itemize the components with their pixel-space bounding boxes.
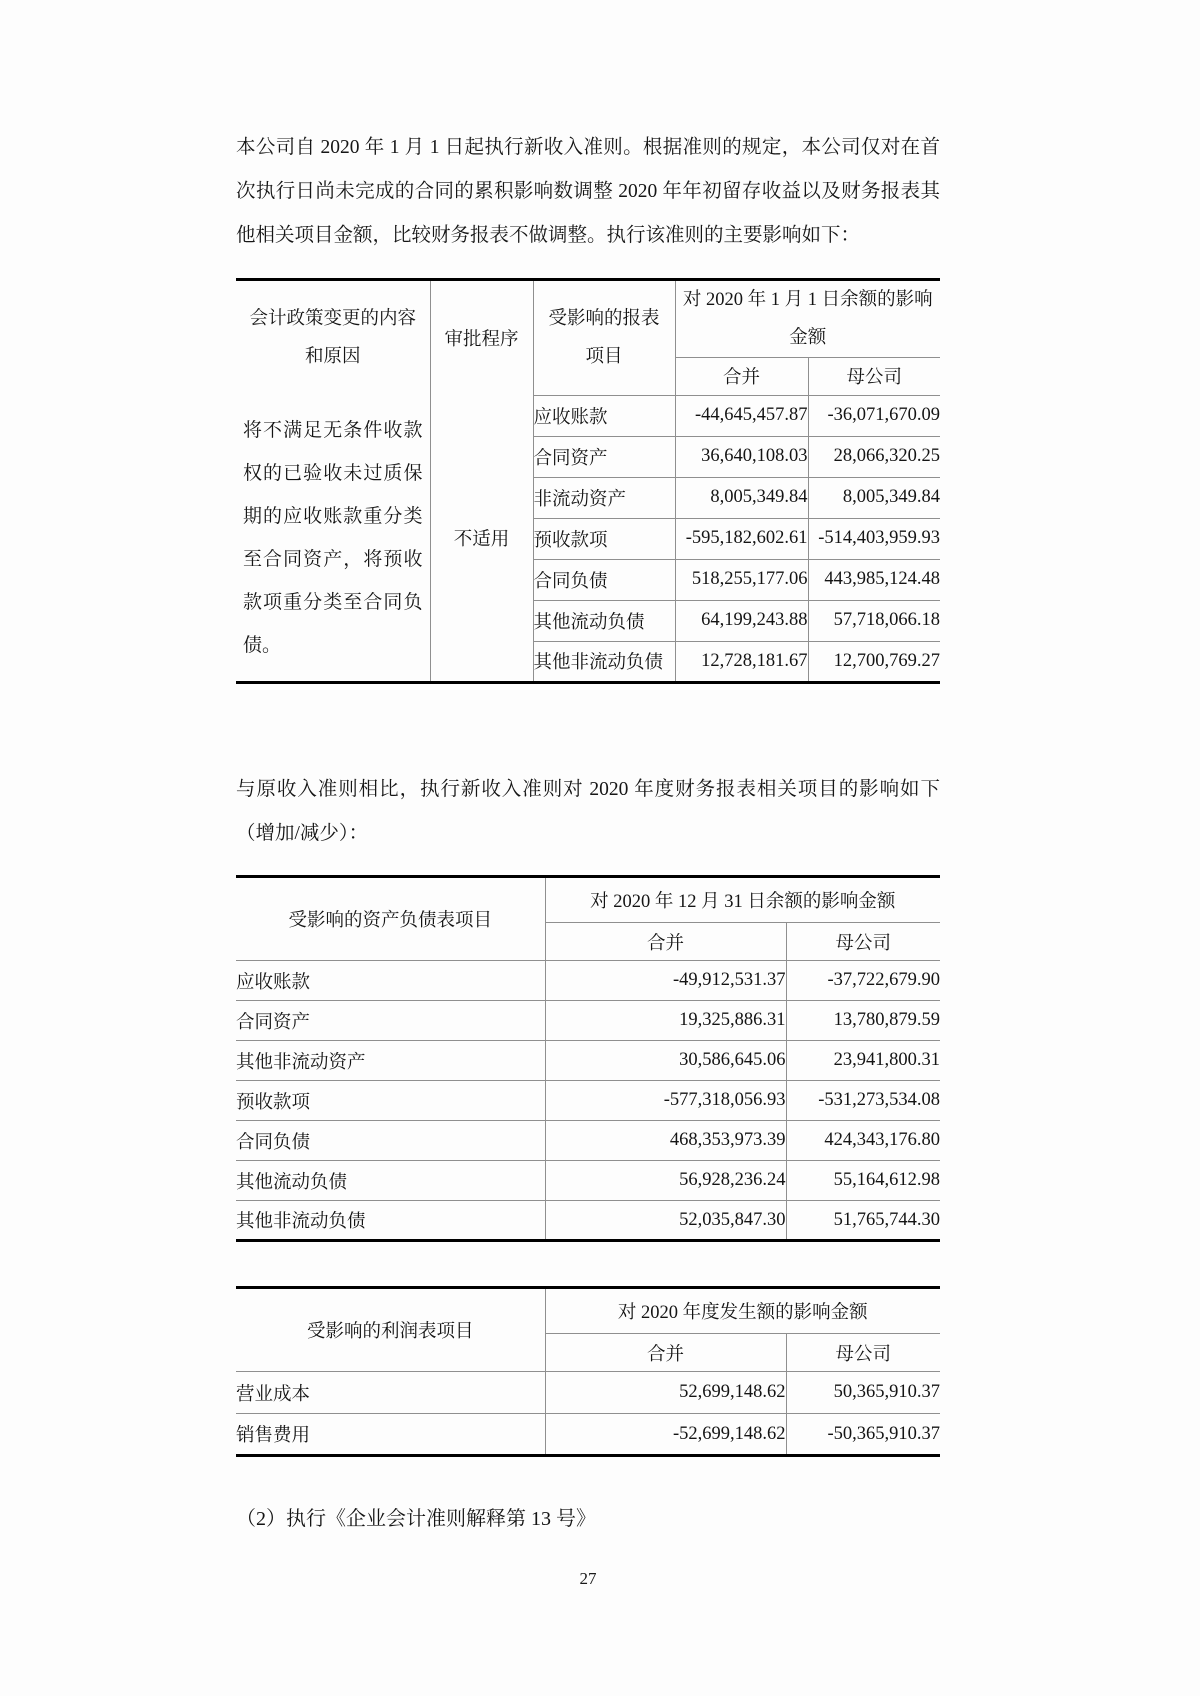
header-parent-company: 母公司 <box>786 923 940 961</box>
table-row <box>236 961 940 1001</box>
item-cell: 销售费用 <box>236 1414 545 1456</box>
consolidated-value-cell: 19,325,886.31 <box>545 1001 786 1041</box>
item-cell: 预收款项 <box>236 1081 545 1121</box>
parent-value-cell: 23,941,800.31 <box>786 1041 940 1081</box>
consolidated-value-cell: 36,640,108.03 <box>675 436 808 477</box>
change-description-cell: 将不满足无条件收款权的已验收未过质保期的应收账款重分类至合同资产，将预收款项重分类至合同负债。 <box>236 395 430 682</box>
item-cell: 非流动资产 <box>533 477 675 518</box>
header-affected-items: 受影响的资产负债表项目 <box>236 877 545 961</box>
intro-paragraph: 本公司自 2020 年 1 月 1 日起执行新收入准则。根据准则的规定，本公司仅对在首次执行日尚未完成的合同的累积影响数调整 2020 年年初留存收益以及财务报表其他相关项目金额，比较财务报表不做调整。执行该准则的主要影响如下： <box>236 137 940 246</box>
consolidated-value-cell: 56,928,236.24 <box>545 1161 786 1201</box>
header-impact-amount: 对 2020 年 1 月 1 日余额的影响金额 <box>675 279 940 357</box>
item-cell: 其他流动负债 <box>533 600 675 641</box>
table-row <box>236 1161 940 1201</box>
table-row <box>236 1041 940 1081</box>
header-consolidated: 合并 <box>545 923 786 961</box>
parent-value-cell: 12,700,769.27 <box>808 641 940 682</box>
consolidated-value-cell: 8,005,349.84 <box>675 477 808 518</box>
item-cell: 营业成本 <box>236 1372 545 1414</box>
table-row <box>236 395 940 436</box>
table-row <box>236 1081 940 1121</box>
consolidated-value-cell: -577,318,056.93 <box>545 1081 786 1121</box>
consolidated-value-cell: -44,645,457.87 <box>675 395 808 436</box>
header-affected-items: 受影响的利润表项目 <box>236 1288 545 1372</box>
item-cell: 其他流动负债 <box>236 1161 545 1201</box>
consolidated-value-cell: -52,699,148.62 <box>545 1414 786 1456</box>
income-statement-impact-table <box>236 1286 940 1457</box>
item-cell: 合同资产 <box>236 1001 545 1041</box>
item-cell: 应收账款 <box>533 395 675 436</box>
next-section-heading: （2）执行《企业会计准则解释第 13 号》 <box>236 1508 596 1530</box>
consolidated-value-cell: 518,255,177.06 <box>675 559 808 600</box>
table-row <box>236 1001 940 1041</box>
parent-value-cell: 443,985,124.48 <box>808 559 940 600</box>
parent-value-cell: 51,765,744.30 <box>786 1201 940 1241</box>
table-row <box>236 1414 940 1456</box>
item-cell: 其他非流动负债 <box>236 1201 545 1241</box>
consolidated-value-cell: 12,728,181.67 <box>675 641 808 682</box>
header-impact-amount: 对 2020 年 12 月 31 日余额的影响金额 <box>545 877 940 923</box>
parent-value-cell: 55,164,612.98 <box>786 1161 940 1201</box>
parent-value-cell: -514,403,959.93 <box>808 518 940 559</box>
header-parent-company: 母公司 <box>808 357 940 395</box>
consolidated-value-cell: 52,699,148.62 <box>545 1372 786 1414</box>
header-change-content: 会计政策变更的内容和原因 <box>236 279 430 395</box>
item-cell: 合同资产 <box>533 436 675 477</box>
parent-value-cell: 57,718,066.18 <box>808 600 940 641</box>
parent-value-cell: 13,780,879.59 <box>786 1001 940 1041</box>
header-parent-company: 母公司 <box>786 1334 940 1372</box>
consolidated-value-cell: 52,035,847.30 <box>545 1201 786 1241</box>
parent-value-cell: -50,365,910.37 <box>786 1414 940 1456</box>
header-consolidated: 合并 <box>545 1334 786 1372</box>
header-impact-amount: 对 2020 年度发生额的影响金额 <box>545 1288 940 1334</box>
header-approval: 审批程序 <box>430 279 533 395</box>
consolidated-value-cell: 30,586,645.06 <box>545 1041 786 1081</box>
parent-value-cell: 50,365,910.37 <box>786 1372 940 1414</box>
comparison-paragraph: 与原收入准则相比，执行新收入准则对 2020 年度财务报表相关项目的影响如下（增加/减少）： <box>236 778 940 844</box>
header-affected-items: 受影响的报表项目 <box>533 279 675 395</box>
consolidated-value-cell: -49,912,531.37 <box>545 961 786 1001</box>
parent-value-cell: 424,343,176.80 <box>786 1121 940 1161</box>
policy-change-table <box>236 278 940 684</box>
parent-value-cell: -36,071,670.09 <box>808 395 940 436</box>
item-cell: 预收款项 <box>533 518 675 559</box>
parent-value-cell: 28,066,320.25 <box>808 436 940 477</box>
page-number: 27 <box>579 1569 597 1588</box>
document-page <box>236 0 940 1589</box>
parent-value-cell: -531,273,534.08 <box>786 1081 940 1121</box>
table-row <box>236 1372 940 1414</box>
parent-value-cell: -37,722,679.90 <box>786 961 940 1001</box>
table-row <box>236 1201 940 1241</box>
parent-value-cell: 8,005,349.84 <box>808 477 940 518</box>
item-cell: 其他非流动资产 <box>236 1041 545 1081</box>
item-cell: 其他非流动负债 <box>533 641 675 682</box>
consolidated-value-cell: 64,199,243.88 <box>675 600 808 641</box>
table-row <box>236 1121 940 1161</box>
header-consolidated: 合并 <box>675 357 808 395</box>
item-cell: 应收账款 <box>236 961 545 1001</box>
consolidated-value-cell: 468,353,973.39 <box>545 1121 786 1161</box>
item-cell: 合同负债 <box>533 559 675 600</box>
item-cell: 合同负债 <box>236 1121 545 1161</box>
balance-sheet-impact-table <box>236 875 940 1242</box>
consolidated-value-cell: -595,182,602.61 <box>675 518 808 559</box>
approval-value-cell: 不适用 <box>430 395 533 682</box>
